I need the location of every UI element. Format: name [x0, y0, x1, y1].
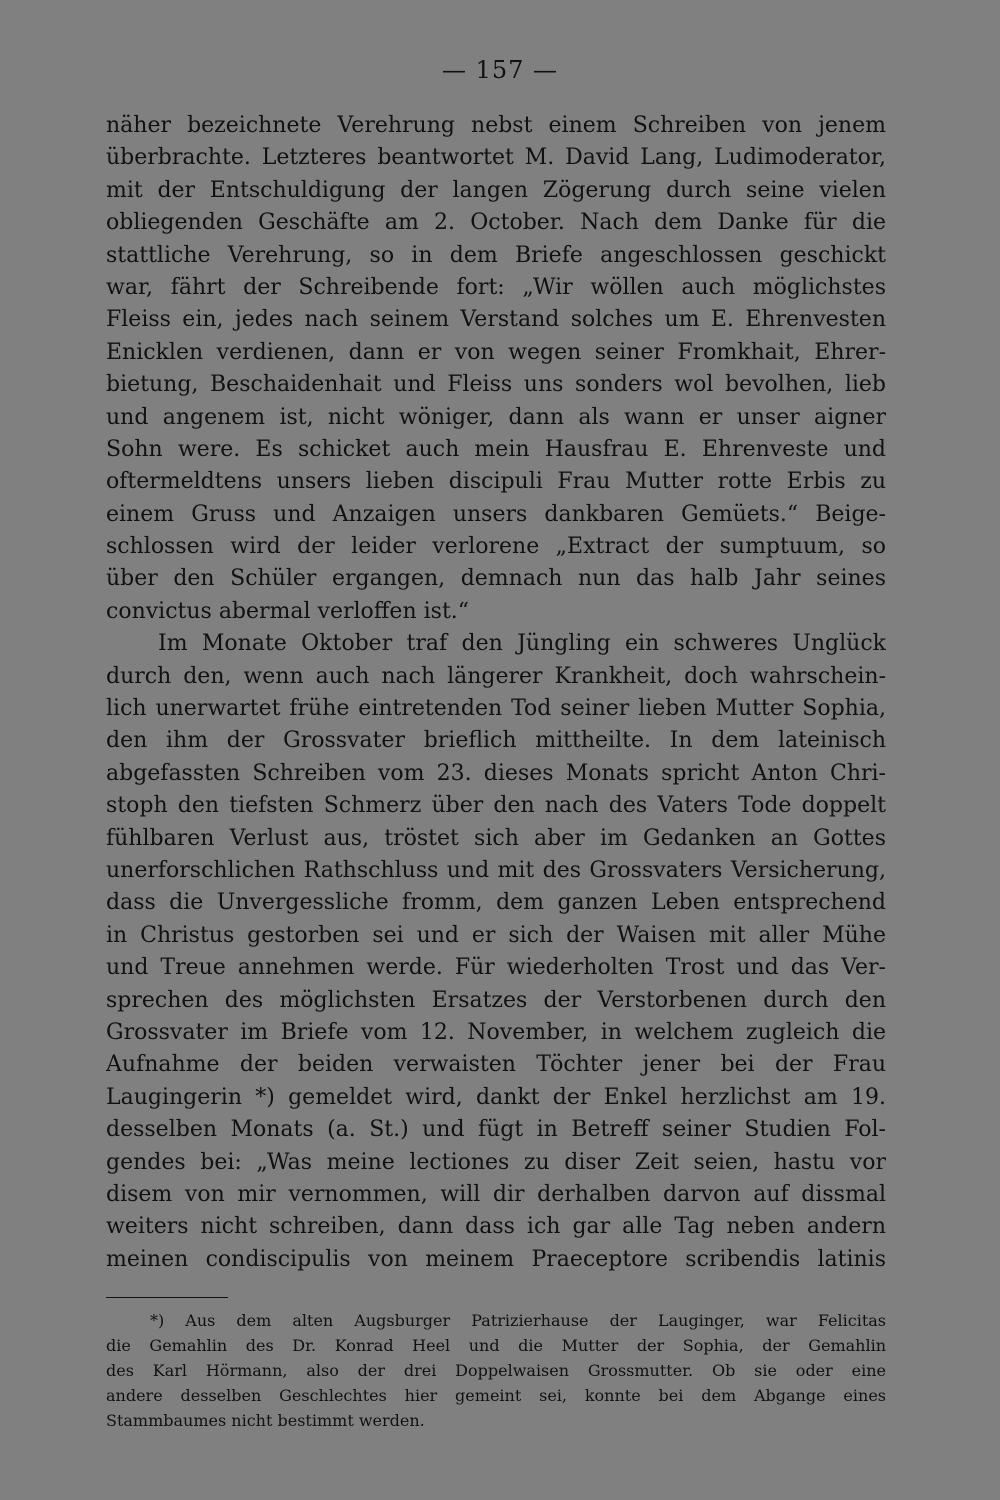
body-line: unerforschlichen Rathschluss und mit des Grossvaters Versicherung, — [106, 857, 886, 883]
body-line: über den Schüler ergangen, demnach nun das halb Jahr seines — [106, 566, 886, 592]
body-line: in Christus gestorben sei und er sich der Waisen mit aller Mühe — [106, 922, 886, 948]
body-line: lich unerwartet frühe eintretenden Tod seiner lieben Mutter Sophia, — [106, 696, 886, 722]
body-line: obliegenden Geschäfte am 2. October. Nach dem Danke für die — [106, 210, 886, 236]
body-line: oftermeldtens unsers lieben discipuli Frau Mutter rotte Erbis zu — [106, 469, 886, 495]
footnotes — [106, 1308, 886, 1433]
body-line: Enicklen verdienen, dann er von wegen seiner Fromkhait, Ehrer- — [106, 339, 886, 365]
body-line: war, fährt der Schreibende fort: „Wir wöllen auch möglichstes — [106, 274, 886, 300]
footnote-line: die Gemahlin des Dr. Konrad Heel und die Mutter der Sophia, der Gemahlin — [106, 1336, 886, 1355]
body-line: überbrachte. Letzteres beantwortet M. David Lang, Ludimoderator, — [106, 145, 886, 171]
body-text — [106, 110, 886, 1276]
body-line: und angenem ist, nicht wöniger, dann als wann er unser aigner — [106, 404, 886, 430]
body-line: gendes bei: „Was meine lectiones zu diser Zeit seien, hastu vor — [106, 1149, 886, 1175]
body-line: Sohn were. Es schicket auch mein Hausfrau E. Ehrenveste und — [106, 436, 886, 462]
body-line: abgefassten Schreiben vom 23. dieses Monats spricht Anton Chri- — [106, 760, 886, 786]
footnote-line: Stammbaumes nicht bestimmt werden. — [106, 1411, 425, 1430]
body-line: Aufnahme der beiden verwaisten Töchter jener bei der Frau — [106, 1052, 886, 1078]
body-line: fühlbaren Verlust aus, tröstet sich aber im Gedanken an Gottes — [106, 825, 886, 851]
footnote-line: des Karl Hörmann, also der drei Doppelwaisen Grossmutter. Ob sie oder eine — [106, 1361, 886, 1380]
body-line: und Treue annehmen werde. Für wiederholten Trost und das Ver- — [106, 955, 886, 981]
footnote-line: *) Aus dem alten Augsburger Patrizierhause der Lauginger, war Felicitas — [150, 1311, 886, 1330]
body-line: desselben Monats (a. St.) und fügt in Betreff seiner Studien Fol- — [106, 1117, 886, 1143]
body-line: stattliche Verehrung, so in dem Briefe angeschlossen geschickt — [106, 242, 886, 268]
body-line: den ihm der Grossvater brieflich mittheilte. In dem lateinisch — [106, 728, 886, 754]
body-line: disem von mir vernommen, will dir derhalben darvon auf dissmal — [106, 1181, 886, 1207]
body-line: convictus abermal verloffen ist.“ — [106, 598, 470, 624]
body-line: Im Monate Oktober traf den Jüngling ein schweres Unglück — [158, 631, 886, 657]
body-line: näher bezeichnete Verehrung nebst einem Schreiben von jenem — [106, 113, 886, 138]
footnote-line: andere desselben Geschlechtes hier gemeint sei, konnte bei dem Abgange eines — [106, 1386, 886, 1405]
body-line: meinen condiscipulis von meinem Praeceptore scribendis latinis — [106, 1246, 886, 1272]
body-line: stoph den tiefsten Schmerz über den nach des Vaters Tode doppelt — [106, 793, 886, 819]
body-line: sprechen des möglichsten Ersatzes der Verstorbenen durch den — [106, 987, 886, 1013]
footnote-divider — [106, 1297, 228, 1298]
body-line: mit der Entschuldigung der langen Zögerung durch seine vielen — [106, 177, 886, 203]
page-number: — 157 — — [441, 56, 559, 84]
body-line: weiters nicht schreiben, dann dass ich gar alle Tag neben andern — [106, 1214, 886, 1240]
body-line: durch den, wenn auch nach längerer Krankheit, doch wahrschein- — [106, 663, 886, 689]
body-line: bietung, Beschaidenhait und Fleiss uns sonders wol bevolhen, lieb — [106, 372, 886, 398]
body-line: Grossvater im Briefe vom 12. November, in welchem zugleich die — [106, 1019, 886, 1045]
body-line: schlossen wird der leider verlorene „Extract der sumptuum, so — [106, 534, 886, 560]
body-line: Laugingerin *) gemeldet wird, dankt der Enkel herzlichst am 19. — [106, 1084, 886, 1110]
body-line: dass die Unvergessliche fromm, dem ganzen Leben entsprechend — [106, 890, 886, 916]
body-line: einem Gruss und Anzaigen unsers dankbaren Gemüets.“ Beige- — [106, 501, 886, 527]
body-line: Fleiss ein, jedes nach seinem Verstand solches um E. Ehrenvesten — [106, 307, 886, 333]
